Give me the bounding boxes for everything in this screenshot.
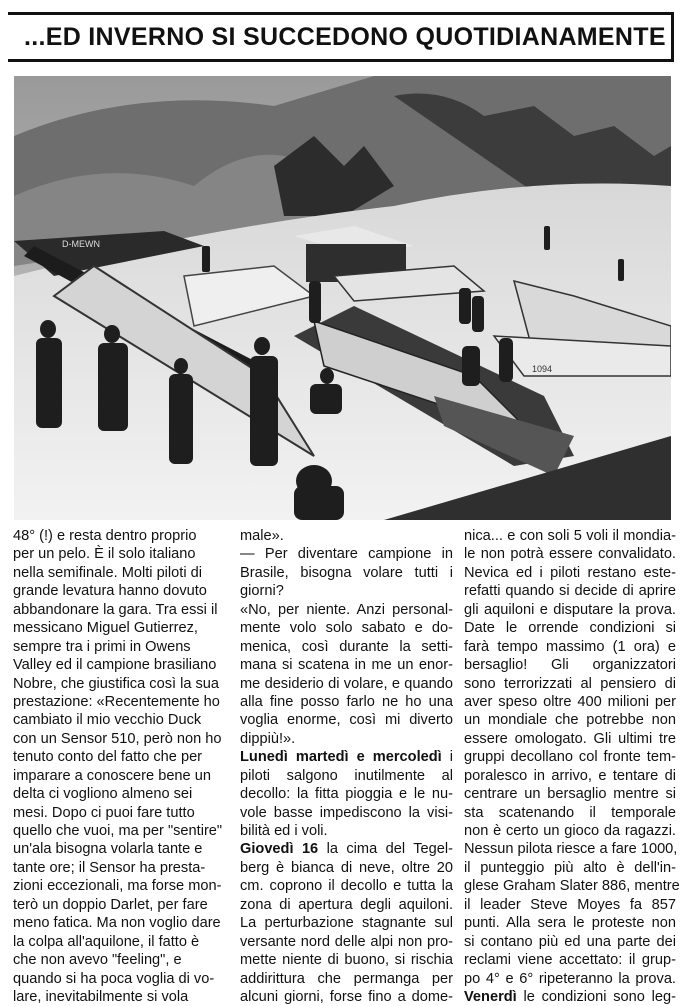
col3-line: refatti quando si decide di aprire [464, 583, 676, 600]
col2-line: versante nord delle alpi non pro- [240, 933, 453, 950]
headline-box [8, 12, 672, 62]
col1-line: 48° (!) e resta dentro proprio [13, 528, 197, 544]
col3-line: Nevica ed i piloti restano este- [464, 564, 676, 581]
col2-line: dippiù!». [240, 730, 296, 747]
col2-line: — Per diventare campione in [240, 546, 453, 563]
col2-line: male». [240, 528, 284, 544]
col2-line: Brasile, bisogna volare tutti i [240, 564, 453, 581]
col3-line: gruppi decollano col fronte tem- [464, 749, 676, 766]
col2-line: decollo: la fitta pioggia e le nu- [240, 786, 453, 803]
col1-line: sempre tra i primi in Owens [13, 638, 191, 655]
col1-line: lare, inevitabilmente si vola [13, 988, 189, 1005]
text-column-2 [240, 527, 453, 1006]
col1-line: imparare a conoscere bene un [13, 767, 211, 784]
col3-line: punti. Alla sera le proteste non [464, 915, 676, 932]
col1-line: la colpa all'aquilone, il fatto è [13, 933, 200, 950]
col3-line: gli aquiloni e disputare la prova. [464, 601, 676, 618]
col3-line: reclami viene accettato: il grup- [464, 952, 676, 969]
col1-line: zioni eccezionali, ma forse mon- [13, 878, 222, 895]
col2-line: mana si scatena in me un enor- [240, 657, 453, 674]
col2-line: giorni? [240, 583, 284, 600]
col3-line: le non potrà essere convalidato. [464, 546, 676, 563]
col3-line: poralesco in arrivo, e tentare di [464, 767, 676, 784]
col3-line: il punteggio più alto è dell'in- [464, 859, 676, 876]
col2-line: addirittura che permanga per [240, 970, 453, 987]
col1-line: quello che vuoi, ma per "sentire" [13, 823, 223, 839]
col1-line: che non avevo "feeling", e [13, 952, 182, 969]
col2-line: cm. coprono il decollo e tutta la [240, 878, 453, 895]
headline: ...ED INVERNO SI SUCCEDONO QUOTIDIANAMENTE [24, 23, 666, 51]
col3-line: farà tempo massimo (1 ora) e [464, 638, 676, 655]
col3-line: un mondiale che potrebbe non [464, 712, 676, 729]
col1-line: prestazione: «Recentemente ho [13, 693, 220, 710]
col1-line: tante ore; il Sensor ha presta- [13, 859, 206, 876]
text-column-3 [464, 527, 680, 1006]
col2-line: bilità ed i voli. [240, 823, 328, 839]
col3-line: centrare un bersaglio mentre si [464, 786, 676, 803]
col1-line: per un pelo. È il solo italiano [13, 546, 196, 563]
col3-line: aver speso oltre 400 milioni per [464, 693, 676, 710]
col3-line: il leader Steve Moyes fa 857 [464, 896, 676, 913]
col1-line: Valley ed il campione brasiliano [13, 657, 217, 674]
col1-line: messicano Miguel Gutierrez, [13, 620, 198, 637]
col3-line: Nessun pilota riesce a fare 1000, [464, 841, 678, 858]
col2-line: menica, così durante la setti- [240, 638, 453, 655]
col3-line: sono terrorizzati al pensiero di [464, 675, 676, 692]
col1-line: abbandonare la gara. Tra essi il [13, 601, 218, 618]
col1-line: grande levatura hanno dovuto [13, 583, 207, 600]
col1-line: Nobre, che giustifica così la sua [13, 675, 220, 692]
day-lead-in: Giovedì 16 [240, 841, 319, 858]
hang-glider-photo [14, 76, 671, 520]
col2-line: mette niente di buono, si rischia [240, 952, 453, 969]
glider-marking-2: 1094 [532, 364, 553, 374]
col1-line: con un Sensor 510, però non ho [13, 730, 222, 747]
col2-line: alcuni giorni, forse fino a dome- [240, 988, 453, 1005]
col1-line: nella semifinale. Molti piloti di [13, 564, 202, 581]
col3-line: bersaglio! Gli organizzatori [464, 657, 676, 674]
col2-line-giovedi: Giovedì 16 la cima del Tegel- [240, 841, 453, 858]
col1-line: cambiato il mio vecchio Duck [13, 712, 202, 729]
col2-line-lunedi: Lunedì martedì e mercoledì i [240, 749, 453, 766]
day-lead-in: Venerdì [464, 988, 517, 1005]
col2-line: berg è bianca di neve, oltre 20 [240, 859, 453, 876]
col1-line: mesi. Dopo ci puoi fare tutto [13, 804, 195, 821]
text-column-1 [13, 527, 223, 1006]
col1-line: un'ala bisogna volarla tante e [13, 841, 203, 858]
col2-line: me desiderio di volare, e quando [240, 675, 453, 692]
col3-line: nica... e con soli 5 voli il mondia- [464, 528, 676, 544]
col2-line: La perturbazione stagnante sul [240, 915, 453, 932]
col2-line: mente volo solo sabato e do- [240, 620, 453, 637]
col1-line: meno fatica. Ma non voglio dare [13, 915, 221, 932]
col2-line: «No, per niente. Anzi personal- [240, 601, 453, 618]
glider-marking-1: D-MEWN [62, 239, 100, 249]
col1-line: terò un doppio Darlet, per fare [13, 896, 208, 913]
col2-line: vole basse impediscono la visi- [240, 804, 453, 821]
day-lead-in: Lunedì martedì e mercoledì [240, 749, 442, 766]
col2-line: voglia enorme, così mi diverto [240, 712, 453, 729]
col3-line: Date le orrende condizioni si [464, 620, 676, 637]
col3-line: sta scatenando il temporale [464, 804, 676, 821]
col3-line: si contano più ed una parte dei [464, 933, 676, 950]
col1-line: quando si ha poca voglia di vo- [13, 970, 215, 987]
col2-line: zona di apertura degli aquiloni. [240, 896, 453, 913]
col2-line: alla fine posso farlo ne ho una [240, 693, 453, 710]
col3-line: po 4° e 6° ripeteranno la prova. [464, 970, 676, 987]
col1-line: tenuto conto del fatto che per [13, 749, 203, 766]
col3-line: non è certo un gioco da ragazzi. [464, 823, 676, 839]
col3-line-venerdi: Venerdì le condizioni sono leg- [464, 988, 676, 1005]
col2-line: piloti salgono inutilmente al [240, 767, 453, 784]
col3-line: glese Graham Slater 886, mentre [464, 878, 680, 895]
col3-line: essere omologato. Gli ultimi tre [464, 730, 676, 747]
col1-line: delta ci vogliono almeno sei [13, 786, 193, 803]
